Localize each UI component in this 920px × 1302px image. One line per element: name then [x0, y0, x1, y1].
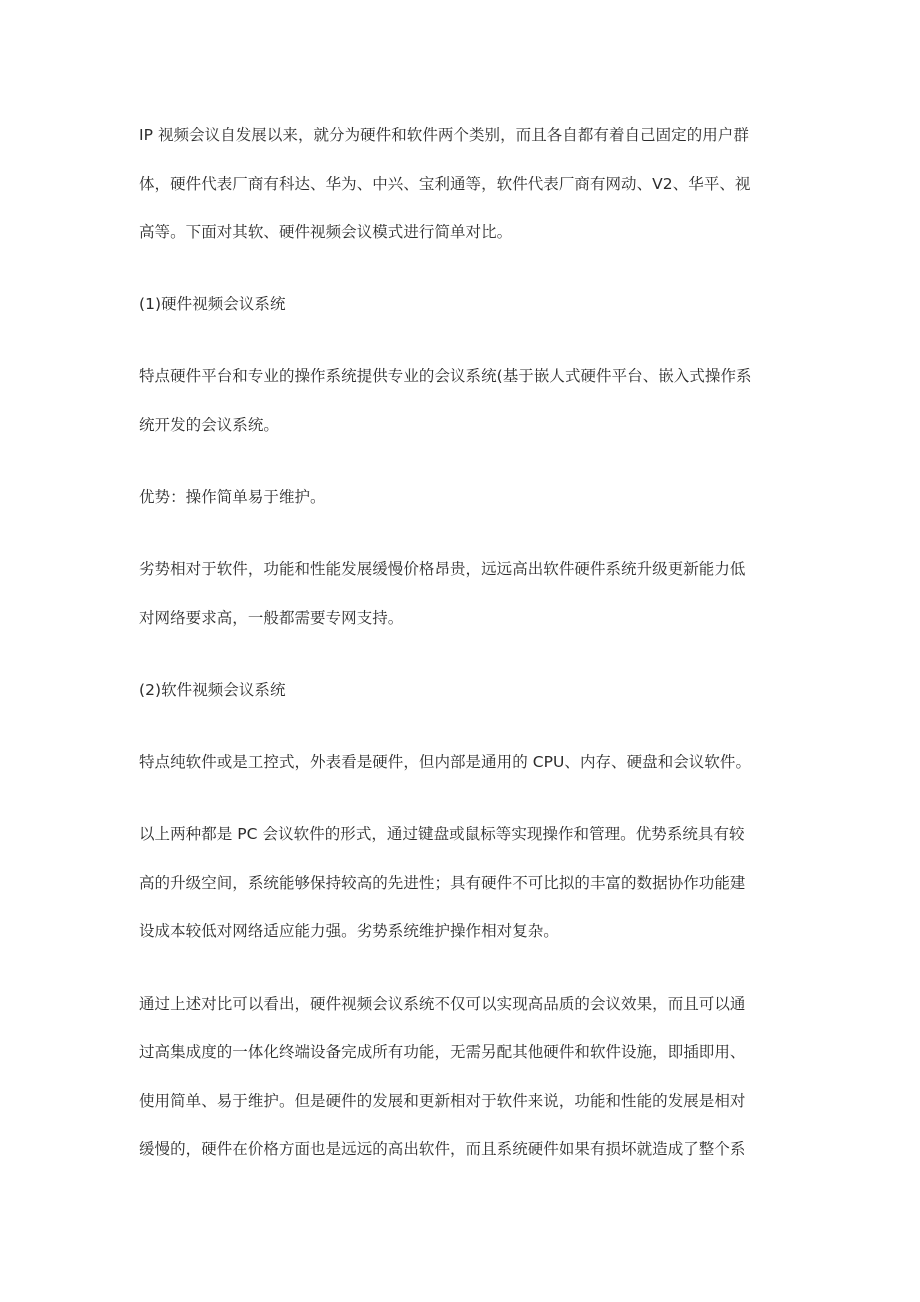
paragraph-line: 缓慢的，硬件在价格方面也是远远的高出软件，而且系统硬件如果有损坏就造成了整个系: [139, 1140, 746, 1158]
paragraph-line: 对网络要求高，一般都需要专网支持。: [139, 609, 404, 627]
paragraph-line: 特点纯软件或是工控式，外表看是硬件，但内部是通用的 CPU、内存、硬盘和会议软件。: [139, 753, 751, 771]
paragraph-line: 高等。下面对其软、硬件视频会议模式进行简单对比。: [139, 223, 513, 241]
paragraph-line: IP 视频会议自发展以来，就分为硬件和软件两个类别，而且各自都有着自己固定的用户群: [139, 126, 749, 144]
paragraph-line: 通过上述对比可以看出，硬件视频会议系统不仅可以实现高品质的会议效果，而且可以通: [139, 995, 746, 1013]
section-heading-hardware: (1)硬件视频会议系统: [139, 295, 286, 313]
section-heading-software: (2)软件视频会议系统: [139, 681, 286, 699]
paragraph-line: 以上两种都是 PC 会议软件的形式，通过键盘或鼠标等实现操作和管理。优势系统具有较: [139, 825, 745, 843]
paragraph-line: 劣势相对于软件，功能和性能发展缓慢价格昂贵，远远高出软件硬件系统升级更新能力低: [139, 560, 746, 578]
paragraph-line: 特点硬件平台和专业的操作系统提供专业的会议系统(基于嵌人式硬件平台、嵌入式操作系: [139, 367, 752, 385]
paragraph-line: 体，硬件代表厂商有科达、华为、中兴、宝利通等，软件代表厂商有网动、V2、华平、视: [139, 175, 751, 193]
paragraph-line: 高的升级空间，系统能够保持较高的先进性；具有硬件不可比拟的丰富的数据协作功能建: [139, 874, 746, 892]
paragraph-line: 过高集成度的一体化终端设备完成所有功能，无需另配其他硬件和软件设施，即插即用、: [139, 1043, 746, 1061]
paragraph-line: 优势：操作简单易于维护。: [139, 488, 326, 506]
paragraph-line: 使用简单、易于维护。但是硬件的发展和更新相对于软件来说，功能和性能的发展是相对: [139, 1092, 746, 1110]
paragraph-line: 统开发的会议系统。: [139, 416, 279, 434]
paragraph-line: 设成本较低对网络适应能力强。劣势系统维护操作相对复杂。: [139, 922, 559, 940]
